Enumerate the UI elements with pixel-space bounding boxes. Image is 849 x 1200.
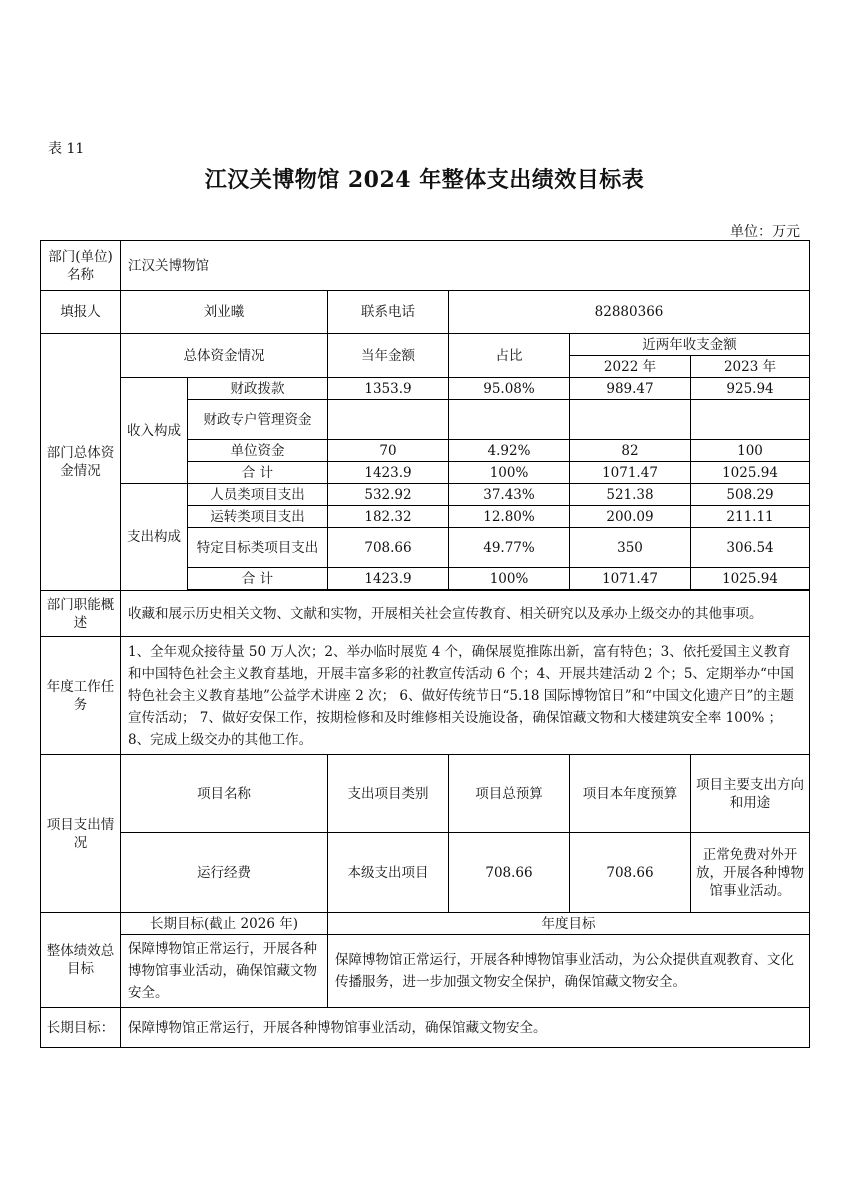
overall-funds-header: 总体资金情况: [121, 334, 328, 378]
project-category-header: 支出项目类别: [328, 755, 449, 833]
project-category: 本级支出项目: [328, 833, 449, 913]
duties-text: 收藏和展示历史相关文物、文献和实物，开展相关社会宣传教育、相关研究以及承办上级交办的其他事项。: [121, 591, 810, 637]
project-total: 708.66: [449, 833, 570, 913]
project-year-header: 项目本年度预算: [570, 755, 691, 833]
amount-header: 当年金额: [328, 334, 449, 378]
expense-row-2022: 200.09: [570, 506, 691, 528]
expense-row-amount: 532.92: [328, 484, 449, 506]
expense-row-ratio: 37.43%: [449, 484, 570, 506]
phone-label: 联系电话: [328, 291, 449, 334]
expense-total-label: 合 计: [188, 568, 328, 590]
project-purpose-header: 项目主要支出方向和用途: [691, 755, 810, 833]
income-row-name: 财政专户管理资金: [188, 400, 328, 440]
expense-total-amount: 1423.9: [328, 568, 449, 590]
expense-row-2022: 350: [570, 528, 691, 568]
dept-name-label: 部门(单位)名称: [41, 241, 121, 291]
project-total-header: 项目总预算: [449, 755, 570, 833]
income-row-amount: 70: [328, 440, 449, 462]
income-row-ratio: 4.92%: [449, 440, 570, 462]
long-term-text: 保障博物馆正常运行，开展各种博物馆事业活动，确保馆藏文物安全。: [121, 1008, 810, 1048]
unit-label: 单位：万元: [730, 224, 800, 240]
expense-total-2022: 1071.47: [570, 568, 691, 590]
expense-total-ratio: 100%: [449, 568, 570, 590]
expense-row-amount: 708.66: [328, 528, 449, 568]
expense-row-2022: 521.38: [570, 484, 691, 506]
performance-target-table: [40, 240, 810, 1048]
income-total-ratio: 100%: [449, 462, 570, 484]
income-total-label: 合 计: [188, 462, 328, 484]
reporter-value: 刘业曦: [121, 291, 328, 334]
expense-row-2023: 508.29: [691, 484, 810, 506]
expense-row-2023: 211.11: [691, 506, 810, 528]
income-row-2022: 989.47: [570, 378, 691, 400]
annual-tasks-text: 1、全年观众接待量 50 万人次；2、举办临时展览 4 个，确保展览推陈出新，富有特色；3、依托爱国主义教育和中国特色社会主义教育基地，开展丰富多彩的社教宣传活动 6 个；4、开展共建活动 2 个；5、定期举办“中国特色社会主义教育基地”公益学术讲座 2 次； 6、做好传统节日“5.18 国际博物馆日”和“中国文化遗产日”的主题宣传活动； 7、做好安保工作，按期检修和及时维修相关设施设备，确保馆藏文物和大楼建筑安全率 100% ； 8、完成上级交办的其他工作。: [121, 637, 810, 755]
expense-row-ratio: 49.77%: [449, 528, 570, 568]
funds-section-label: 部门总体资金情况: [41, 334, 121, 591]
income-row-2023: [691, 400, 810, 440]
income-row-2022: 82: [570, 440, 691, 462]
long-term-header: 长期目标(截止 2026 年): [121, 913, 328, 935]
expense-group-label: 支出构成: [121, 484, 188, 591]
project-name: 运行经费: [121, 833, 328, 913]
income-total-2023: 1025.94: [691, 462, 810, 484]
expense-row-name: 特定目标类项目支出: [188, 528, 328, 568]
expense-row-ratio: 12.80%: [449, 506, 570, 528]
long-term-label: 长期目标：: [41, 1008, 121, 1048]
income-row-ratio: [449, 400, 570, 440]
income-row-amount: [328, 400, 449, 440]
income-row-amount: 1353.9: [328, 378, 449, 400]
dept-name-value: 江汉关博物馆: [121, 241, 810, 291]
recent-years-header: 近两年收支金额: [570, 334, 810, 356]
income-row-2023: 100: [691, 440, 810, 462]
duties-label: 部门职能概述: [41, 591, 121, 637]
table-number: 表 11: [48, 141, 85, 157]
year-2022-header: 2022 年: [570, 356, 691, 378]
expense-row-name: 运转类项目支出: [188, 506, 328, 528]
page-title: 江汉关博物馆 2024 年整体支出绩效目标表: [204, 167, 645, 193]
annual-tasks-label: 年度工作任务: [41, 637, 121, 755]
project-year: 708.66: [570, 833, 691, 913]
income-group-label: 收入构成: [121, 378, 188, 484]
income-row-name: 单位资金: [188, 440, 328, 462]
expense-row-name: 人员类项目支出: [188, 484, 328, 506]
performance-label: 整体绩效总目标: [41, 913, 121, 1008]
income-row-2022: [570, 400, 691, 440]
projects-label: 项目支出情况: [41, 755, 121, 913]
annual-goal-text: 保障博物馆正常运行，开展各种博物馆事业活动，为公众提供直观教育、文化传播服务，进一步加强文物安全保护，确保馆藏文物安全。: [328, 935, 810, 1008]
ratio-header: 占比: [449, 334, 570, 378]
income-row-2023: 925.94: [691, 378, 810, 400]
expense-row-amount: 182.32: [328, 506, 449, 528]
income-row-name: 财政拨款: [188, 378, 328, 400]
phone-value: 82880366: [449, 291, 810, 334]
project-purpose: 正常免费对外开放，开展各种博物馆事业活动。: [691, 833, 810, 913]
income-total-2022: 1071.47: [570, 462, 691, 484]
income-row-ratio: 95.08%: [449, 378, 570, 400]
year-2023-header: 2023 年: [691, 356, 810, 378]
expense-total-2023: 1025.94: [691, 568, 810, 590]
long-term-goal-text: 保障博物馆正常运行，开展各种博物馆事业活动，确保馆藏文物安全。: [121, 935, 328, 1008]
expense-row-2023: 306.54: [691, 528, 810, 568]
project-name-header: 项目名称: [121, 755, 328, 833]
income-total-amount: 1423.9: [328, 462, 449, 484]
annual-goal-header: 年度目标: [328, 913, 810, 935]
reporter-label: 填报人: [41, 291, 121, 334]
